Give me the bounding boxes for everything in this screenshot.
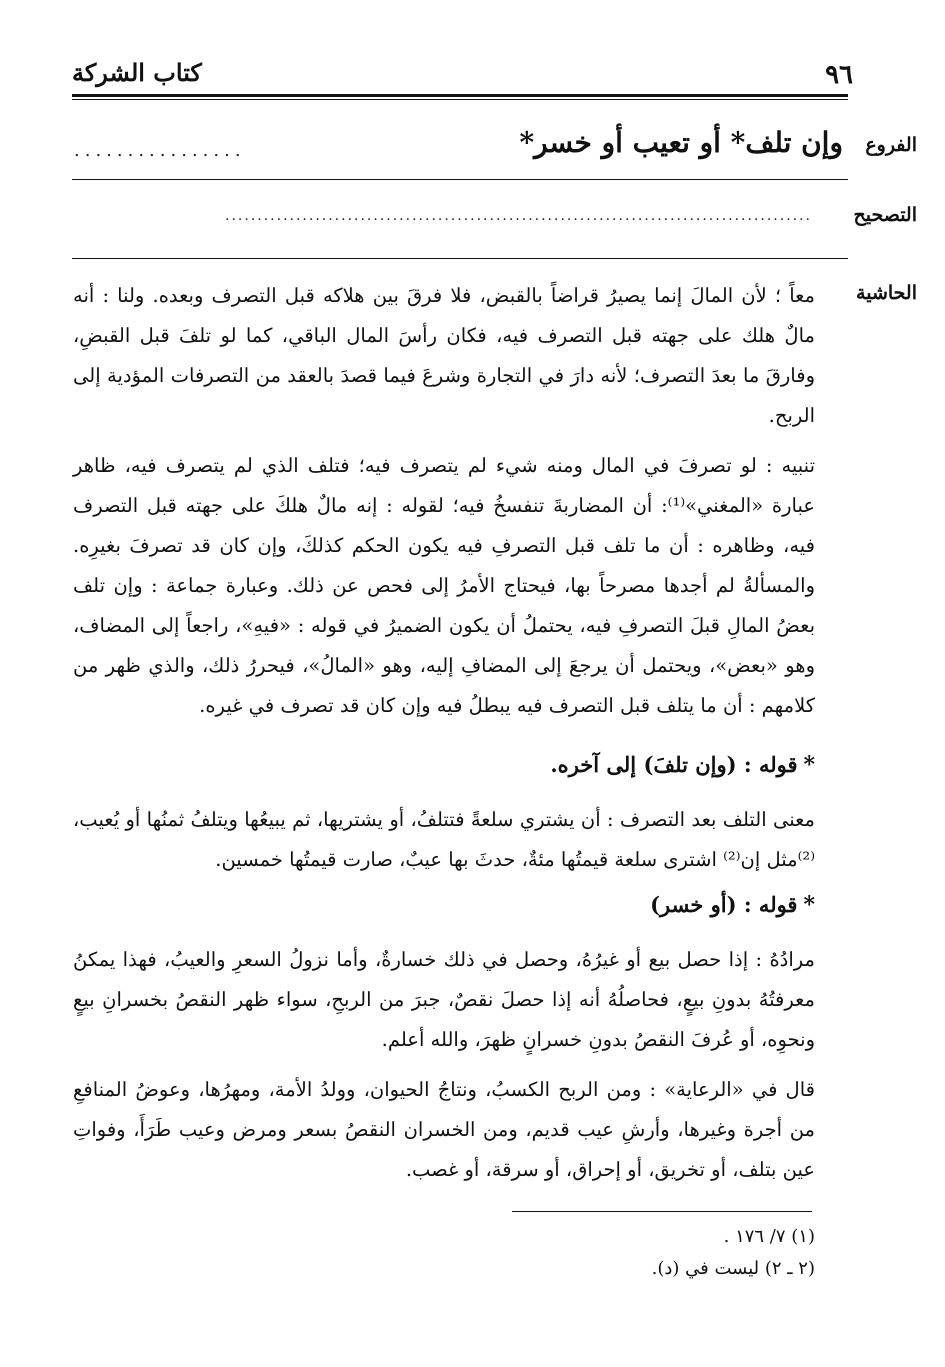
furoo-text: وإن تلف* أو تعيب أو خسر* bbox=[519, 126, 843, 159]
furoo-rule bbox=[72, 179, 848, 180]
page-number: ٩٦ bbox=[825, 60, 853, 90]
star-marker: * bbox=[803, 752, 815, 778]
book-title: كتاب الشركة bbox=[72, 58, 202, 87]
tasheeh-dots: ........................................................................................... bbox=[225, 208, 812, 224]
tasheeh-label: التصحيح bbox=[853, 204, 917, 226]
hashiya-body bbox=[73, 276, 815, 726]
star-marker: * bbox=[803, 892, 815, 918]
hashiya-label: الحاشية bbox=[856, 282, 917, 304]
footnote-2: (٢ ـ ٢) ليست في (د). bbox=[651, 1258, 815, 1279]
hashiya-paragraph-2: تنبيه : لو تصرفَ في المال ومنه شيء لم يتصرف فيه؛ فتلف الذي لم يتصرف فيه، ظاهر عبارة «المغني»⁽¹⁾: أن المضاربةَ تنفسخُ فيه؛ لقوله : إنه مالٌ هلكَ على جهته قبل التصرف فيه، وظاهره : أن ما تلف قبل التصرفِ فيه يكون الحكم كذلكَ، وإن كان قد تصرفَ بغيرِه. والمسألةُ لم أجدها مصرحاً بها، فيحتاج الأمرُ إلى فحص عن ذلك. وعبارة جماعة : وإن تلف بعضُ المالِ قبلَ التصرفِ فيه، يحتملُ أن يكون الضميرُ في قوله : «فيهِ»، راجعاً إلى المضاف، وهو «بعض»، ويحتمل أن يرجعَ إلى المضافِ إليه، وهو «المالُ»، فيحررُ ذلك، والذي ظهر من كلامهم : أن ما يتلف قبل التصرف فيه يبطلُ فيه وإن كان قد تصرف في غيره. bbox=[73, 454, 815, 717]
quote1-body bbox=[73, 800, 815, 880]
quote-heading-2 bbox=[650, 892, 815, 918]
header-rule-thin bbox=[72, 99, 848, 100]
header-rule bbox=[72, 94, 848, 97]
hashiya-paragraph-1: معاً ؛ لأن المالَ إنما يصيرُ قراضاً بالقبض، فلا فرقَ بين هلاكه قبل التصرف وبعده. ولنا : أنه مالٌ هلك على جهته قبل التصرف فيه، فكان رأسَ المال الباقي، كما لو تلفَ قبل القبضِ، وفارقَ ما بعدَ التصرف؛ لأنه دارَ في التجارة وشرعَ فيما قصدَ بالعقد من التصرفات المؤدية إلى الربح. bbox=[73, 284, 815, 427]
quote2-paragraph-1: مرادُهُ : إذا حصل بيع أو غيرُهُ، وحصل في ذلك خسارةٌ، وأما نزولُ السعرِ والعيبُ، فهذا يمكنُ معرفتُهُ بدونِ بيعٍ، فحاصلُهُ أنه إذا حصلَ نقصٌ، جبرَ من الربحِ، سواء ظهر النقصُ بخسرانِ بيعٍ ونحوِه، أو عُرفَ النقصُ بدونِ خسرانٍ ظهرَ، والله أعلم. bbox=[73, 948, 815, 1051]
footnote-1: (١) ٧/ ١٧٦ . bbox=[723, 1226, 815, 1247]
furoo-dots: ................ bbox=[74, 140, 246, 161]
quote2-body bbox=[73, 940, 815, 1190]
quote-heading-2-text: قوله : (أو خسر) bbox=[650, 892, 798, 917]
footnote-rule bbox=[512, 1211, 812, 1212]
quote2-paragraph-2: قال في «الرعاية» : ومن الربح الكسبُ، ونتاجُ الحيوان، وولدُ الأمة، ومهرُها، وعوضُ المنافعِ من أجرة وغيرها، وأرشِ عيب قديم، ومن الخسران النقصُ بسعر ومرض وعيب طَرَأَ، وفواتِ عين بتلف، أو تخريق، أو إحراق، أو سرقة، أو غصب. bbox=[73, 1078, 815, 1181]
quote-heading-1-text: قوله : (وإن تلفَ) إلى آخره. bbox=[550, 752, 798, 777]
tasheeh-rule bbox=[72, 258, 848, 259]
quote1-paragraph: معنى التلف بعد التصرف : أن يشتري سلعةً فتتلفُ، أو يشتريها، ثم يبيعُها ويتلفُ ثمنُها أو يُعيب، ⁽²⁾مثل إن⁽²⁾ اشترى سلعة قيمتُها مئةٌ، حدثَ بها عيبٌ، صارت قيمتُها خمسين. bbox=[73, 808, 815, 871]
quote-heading-1 bbox=[550, 752, 815, 778]
furoo-label: الفروع bbox=[865, 134, 917, 156]
